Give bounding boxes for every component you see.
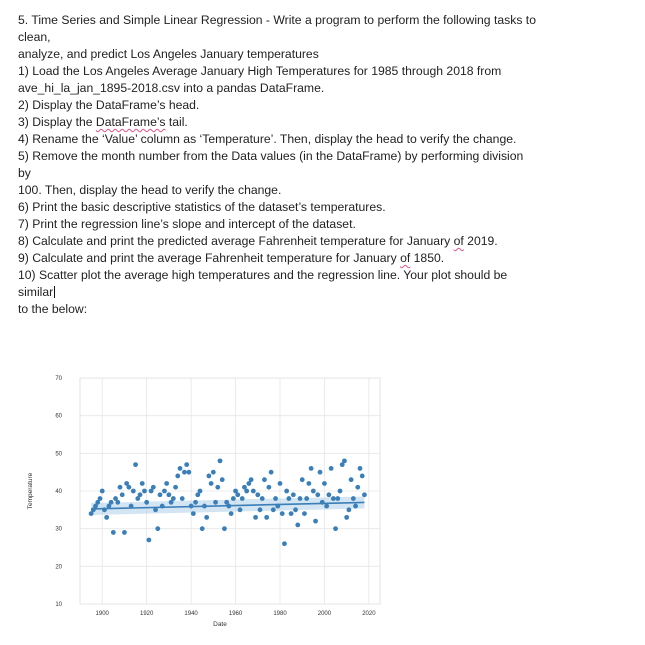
data-point <box>220 477 225 482</box>
data-point <box>306 481 311 486</box>
data-point <box>251 489 256 494</box>
data-point <box>258 507 263 512</box>
data-point <box>253 515 258 520</box>
data-point <box>318 470 323 475</box>
data-point <box>140 481 145 486</box>
data-point <box>275 504 280 509</box>
data-point <box>100 489 105 494</box>
document-line: by <box>18 166 31 180</box>
data-point <box>358 466 363 471</box>
data-point <box>302 511 307 516</box>
chart-svg <box>18 368 390 638</box>
document-line: 4) Rename the ‘Value’ column as ‘Temperature’. Then, display the head to verify the change. <box>18 132 517 146</box>
data-point <box>122 530 127 535</box>
scatter-chart <box>18 368 390 638</box>
data-point <box>344 515 349 520</box>
data-point <box>273 496 278 501</box>
x-axis-label: Date <box>213 621 227 628</box>
data-point <box>329 466 334 471</box>
data-point <box>289 511 294 516</box>
data-point <box>282 541 287 546</box>
data-point <box>226 504 231 509</box>
data-point <box>206 474 211 479</box>
y-tick-label: 20 <box>55 564 62 571</box>
text-cursor <box>54 286 55 298</box>
data-point <box>182 470 187 475</box>
document-line: 100. Then, display the head to verify the change. <box>18 183 282 197</box>
data-point <box>209 481 214 486</box>
data-point <box>349 477 354 482</box>
data-point <box>291 492 296 497</box>
data-point <box>164 481 169 486</box>
data-point <box>264 515 269 520</box>
data-point <box>171 496 176 501</box>
data-point <box>231 496 236 501</box>
document-line: analyze, and predict Los Angeles January temperatures <box>18 47 319 61</box>
data-point <box>280 511 285 516</box>
data-point <box>313 519 318 524</box>
data-point <box>351 496 356 501</box>
data-point <box>180 496 185 501</box>
data-point <box>129 504 134 509</box>
document-line: 5) Remove the month number from the Data values (in the DataFrame) by performing division <box>18 149 524 163</box>
data-point <box>362 492 367 497</box>
data-point <box>309 466 314 471</box>
data-point <box>249 477 254 482</box>
data-point <box>109 500 114 505</box>
document-line: 1) Load the Los Angeles Average January High Temperatures for 1985 through 2018 from <box>18 64 502 78</box>
data-point <box>138 492 143 497</box>
data-point <box>151 485 156 490</box>
data-point <box>271 507 276 512</box>
data-point <box>189 504 194 509</box>
data-point <box>244 489 249 494</box>
data-point <box>213 500 218 505</box>
document-line: 7) Print the regression line’s slope and intercept of the dataset. <box>18 217 356 231</box>
x-tick-label: 1980 <box>273 611 287 617</box>
data-point <box>115 500 120 505</box>
y-tick-label: 50 <box>55 451 62 458</box>
data-point <box>200 526 205 531</box>
x-tick-label: 1920 <box>139 611 154 617</box>
data-point <box>162 489 167 494</box>
data-point <box>118 485 123 490</box>
document-line: to the below: <box>18 302 88 316</box>
question-document <box>18 12 618 318</box>
data-point <box>286 496 291 501</box>
data-point <box>324 504 329 509</box>
x-tick-label: 2020 <box>362 611 376 617</box>
document-line: 3) Display the DataFrame’s tail. <box>18 115 188 129</box>
data-point <box>104 515 109 520</box>
data-point <box>158 492 163 497</box>
data-point <box>278 481 283 486</box>
y-tick-label: 40 <box>55 489 62 495</box>
document-line: similar <box>18 285 54 299</box>
data-point <box>293 507 298 512</box>
data-point <box>295 523 300 528</box>
data-point <box>284 489 289 494</box>
data-point <box>311 489 316 494</box>
data-point <box>175 474 180 479</box>
document-line: 8) Calculate and print the predicted average Fahrenheit temperature for January of 2019. <box>18 234 498 248</box>
document-line: 9) Calculate and print the average Fahrenheit temperature for January of 1850. <box>18 251 445 265</box>
data-point <box>153 507 158 512</box>
data-point <box>202 504 207 509</box>
data-point <box>229 511 234 516</box>
data-point <box>215 485 220 490</box>
data-point <box>131 489 136 494</box>
spellcheck-mark: of <box>400 251 411 265</box>
data-point <box>360 474 365 479</box>
data-point <box>260 496 265 501</box>
data-point <box>126 485 131 490</box>
x-tick-label: 2000 <box>317 611 332 617</box>
data-point <box>204 515 209 520</box>
data-point <box>160 504 165 509</box>
spellcheck-mark: DataFrame’s <box>95 115 166 129</box>
data-point <box>333 526 338 531</box>
data-point <box>326 492 331 497</box>
data-point <box>240 496 245 501</box>
document-line: 2) Display the DataFrame’s head. <box>18 98 200 112</box>
document-line: clean, <box>18 30 51 44</box>
data-point <box>322 481 327 486</box>
data-point <box>186 470 191 475</box>
data-point <box>320 500 325 505</box>
data-point <box>238 507 243 512</box>
data-point <box>300 477 305 482</box>
y-tick-label: 60 <box>55 413 62 420</box>
y-tick-label: 30 <box>55 526 62 533</box>
data-point <box>338 489 343 494</box>
data-point <box>335 496 340 501</box>
data-point <box>198 489 203 494</box>
y-axis-label: Temperature <box>27 472 34 510</box>
data-point <box>266 485 271 490</box>
data-point <box>102 507 107 512</box>
data-point <box>342 458 347 463</box>
data-point <box>98 496 103 501</box>
data-point <box>331 496 336 501</box>
document-line: 10) Scatter plot the average high temperatures and the regression line. Your plot should be <box>18 268 508 282</box>
y-tick-label: 10 <box>55 602 62 608</box>
y-tick-label: 70 <box>55 376 62 382</box>
data-point <box>184 462 189 467</box>
data-point <box>144 500 149 505</box>
data-point <box>269 470 274 475</box>
x-tick-label: 1900 <box>95 611 109 617</box>
data-point <box>146 538 151 543</box>
data-point <box>133 462 138 467</box>
data-point <box>191 511 196 516</box>
data-point <box>222 526 227 531</box>
data-point <box>111 530 116 535</box>
data-point <box>298 496 303 501</box>
data-point <box>211 470 216 475</box>
data-point <box>155 526 160 531</box>
data-point <box>173 485 178 490</box>
data-point <box>218 458 223 463</box>
data-point <box>166 492 171 497</box>
spellcheck-mark: of <box>453 234 464 248</box>
data-point <box>262 477 267 482</box>
x-tick-label: 1960 <box>228 611 243 617</box>
data-point <box>304 496 309 501</box>
data-point <box>355 485 360 490</box>
data-point <box>235 492 240 497</box>
document-line: 5. Time Series and Simple Linear Regression - Write a program to perform the following tasks to <box>18 13 536 27</box>
data-point <box>142 489 147 494</box>
data-point <box>353 504 358 509</box>
data-point <box>315 492 320 497</box>
data-point <box>120 492 125 497</box>
data-point <box>346 507 351 512</box>
data-point <box>255 492 260 497</box>
x-tick-label: 1940 <box>184 611 198 617</box>
document-line: ave_hi_la_jan_1895-2018.csv into a pandas DataFrame. <box>18 81 325 95</box>
data-point <box>193 500 198 505</box>
data-point <box>178 466 183 471</box>
document-line: 6) Print the basic descriptive statistics of the dataset’s temperatures. <box>18 200 386 214</box>
